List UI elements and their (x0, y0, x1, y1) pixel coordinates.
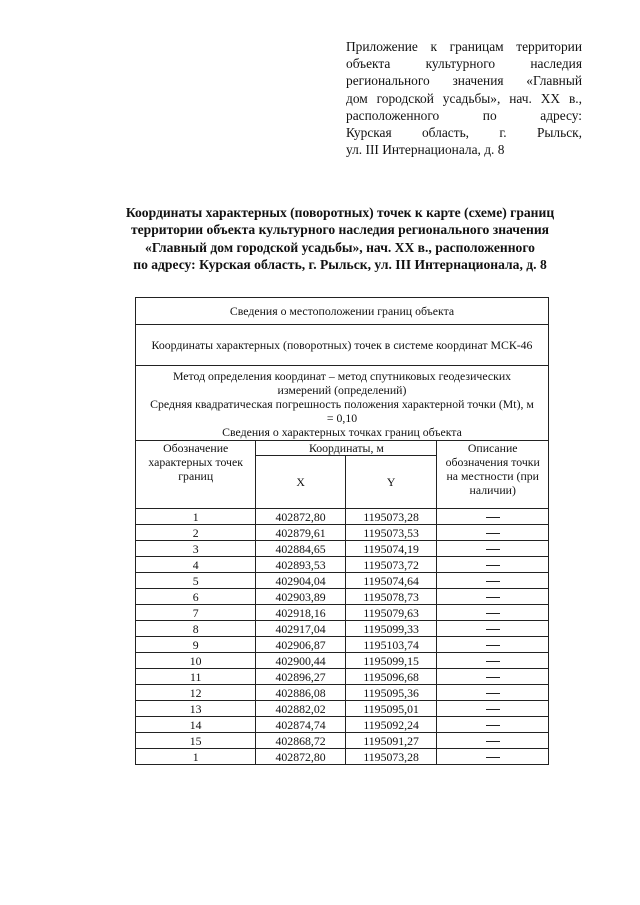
table-row (136, 541, 549, 557)
appendix-line: объекта культурного наследия (346, 56, 582, 72)
x-value: 402879,61 (256, 525, 345, 541)
method-accuracy-cell (136, 366, 549, 441)
description-cell (437, 749, 549, 765)
dash-mark (486, 597, 500, 598)
point-number: 7 (136, 605, 256, 621)
x-value: 402886,08 (256, 685, 345, 701)
appendix-note (346, 38, 582, 158)
coordinates-table (135, 297, 549, 765)
y-value: 1195074,64 (345, 573, 437, 589)
table-row (136, 669, 549, 685)
point-number: 10 (136, 653, 256, 669)
x-header: X (256, 456, 345, 509)
points-info-heading: Сведения о характерных точках границ объекта (222, 425, 462, 439)
y-value: 1195073,53 (345, 525, 437, 541)
x-value: 402917,04 (256, 621, 345, 637)
appendix-line: Курская область, г. Рыльск, (346, 124, 582, 140)
title-line: Координаты характерных (поворотных) точек к карте (схеме) границ (125, 205, 555, 220)
description-cell (437, 621, 549, 637)
y-value: 1195073,72 (345, 557, 437, 573)
y-value: 1195078,73 (345, 589, 437, 605)
y-value: 1195074,19 (345, 541, 437, 557)
table-row (136, 749, 549, 765)
description-cell (437, 685, 549, 701)
description-cell (437, 669, 549, 685)
y-value: 1195079,63 (345, 605, 437, 621)
point-number: 9 (136, 637, 256, 653)
description-cell (437, 637, 549, 653)
point-number: 15 (136, 733, 256, 749)
point-number: 8 (136, 621, 256, 637)
description-cell (437, 573, 549, 589)
method-text: Метод определения координат – метод спутниковых геодезических измерений (определений) (172, 369, 512, 397)
point-number: 5 (136, 573, 256, 589)
table-row (136, 637, 549, 653)
y-value: 1195095,36 (345, 685, 437, 701)
y-value: 1195073,28 (345, 749, 437, 765)
dash-mark (486, 661, 500, 662)
location-section-heading: Сведения о местоположении границ объекта (136, 298, 549, 325)
description-cell (437, 509, 549, 525)
title-line: по адресу: Курская область, г. Рыльск, ул. III Интернационала, д. 8 (133, 257, 547, 273)
dash-mark (486, 613, 500, 614)
x-value: 402872,80 (256, 509, 345, 525)
point-number: 13 (136, 701, 256, 717)
point-number: 12 (136, 685, 256, 701)
point-number: 3 (136, 541, 256, 557)
point-number: 1 (136, 749, 256, 765)
x-value: 402874,74 (256, 717, 345, 733)
y-value: 1195091,27 (345, 733, 437, 749)
dash-mark (486, 533, 500, 534)
table-row (136, 717, 549, 733)
description-cell (437, 589, 549, 605)
dash-mark (486, 629, 500, 630)
table-row (136, 557, 549, 573)
appendix-line: регионального значения «Главный (346, 73, 582, 89)
appendix-line: дом городской усадьбы», нач. XX в., (346, 90, 582, 106)
x-value: 402918,16 (256, 605, 345, 621)
y-value: 1195092,24 (345, 717, 437, 733)
dash-mark (486, 517, 500, 518)
x-value: 402900,44 (256, 653, 345, 669)
table-row (136, 701, 549, 717)
y-value: 1195103,74 (345, 637, 437, 653)
description-header: Описание обозначения точки на местности (при наличии) (437, 441, 549, 509)
x-value: 402884,65 (256, 541, 345, 557)
y-value: 1195073,28 (345, 509, 437, 525)
y-value: 1195095,01 (345, 701, 437, 717)
table-row (136, 573, 549, 589)
point-number: 11 (136, 669, 256, 685)
description-cell (437, 605, 549, 621)
table-row (136, 589, 549, 605)
dash-mark (486, 693, 500, 694)
x-value: 402906,87 (256, 637, 345, 653)
x-value: 402903,89 (256, 589, 345, 605)
table-row (136, 733, 549, 749)
dash-mark (486, 645, 500, 646)
dash-mark (486, 581, 500, 582)
dash-mark (486, 677, 500, 678)
description-cell (437, 525, 549, 541)
description-cell (437, 733, 549, 749)
coordinate-system: Координаты характерных (поворотных) точек в системе координат МСК-46 (136, 325, 549, 366)
point-number: 2 (136, 525, 256, 541)
x-value: 402882,02 (256, 701, 345, 717)
title-line: «Главный дом городской усадьбы», нач. XX в., расположенного (145, 239, 535, 255)
appendix-line: Приложение к границам территории (346, 39, 582, 54)
x-value: 402872,80 (256, 749, 345, 765)
table-row (136, 685, 549, 701)
document-title (80, 204, 600, 274)
table-row (136, 509, 549, 525)
point-number: 14 (136, 717, 256, 733)
y-value: 1195099,15 (345, 653, 437, 669)
dash-mark (486, 565, 500, 566)
description-cell (437, 653, 549, 669)
table-row (136, 605, 549, 621)
table-row (136, 653, 549, 669)
description-cell (437, 541, 549, 557)
y-header: Y (345, 456, 437, 509)
point-number: 4 (136, 557, 256, 573)
point-number: 6 (136, 589, 256, 605)
description-cell (437, 701, 549, 717)
table-row (136, 525, 549, 541)
title-line: территории объекта культурного наследия регионального значения (130, 222, 550, 238)
dash-mark (486, 741, 500, 742)
y-value: 1195099,33 (345, 621, 437, 637)
x-value: 402893,53 (256, 557, 345, 573)
accuracy-text: Средняя квадратическая погрешность положения характерной точки (Mt), м = 0,10 (150, 397, 534, 425)
point-number: 1 (136, 509, 256, 525)
dash-mark (486, 757, 500, 758)
x-value: 402904,04 (256, 573, 345, 589)
designation-header: Обозначение характерных точек границ (136, 441, 256, 509)
table-row (136, 621, 549, 637)
appendix-line: расположенного по адресу: (346, 107, 582, 123)
dash-mark (486, 549, 500, 550)
dash-mark (486, 725, 500, 726)
x-value: 402868,72 (256, 733, 345, 749)
appendix-line: ул. III Интернационала, д. 8 (346, 142, 505, 158)
dash-mark (486, 709, 500, 710)
y-value: 1195096,68 (345, 669, 437, 685)
description-cell (437, 717, 549, 733)
x-value: 402896,27 (256, 669, 345, 685)
description-cell (437, 557, 549, 573)
coordinates-header: Координаты, м (256, 441, 437, 456)
